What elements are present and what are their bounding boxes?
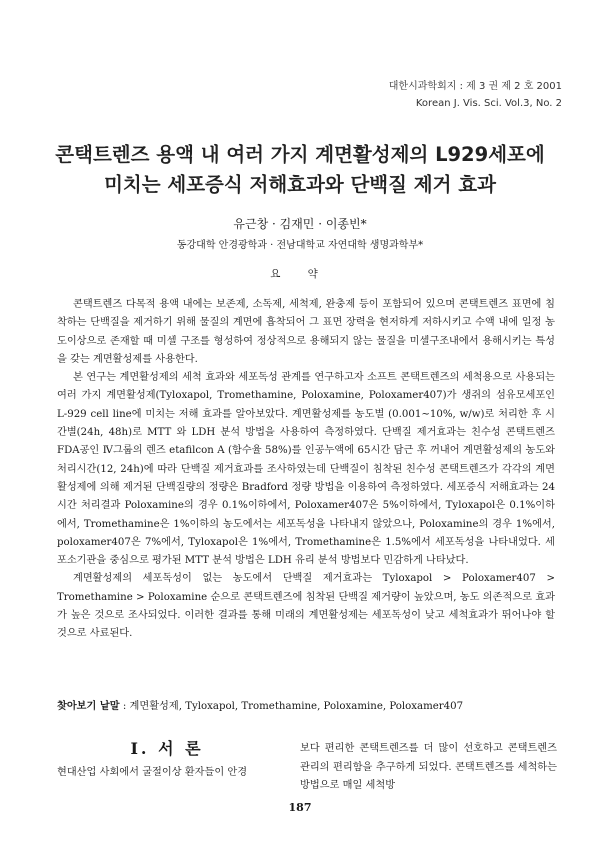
abstract-body <box>57 296 555 644</box>
title-line-2: 미치는 세포증식 저해효과와 단백질 제거 효과 <box>104 173 496 196</box>
journal-english: Korean J. Vis. Sci. Vol.3, No. 2 <box>415 98 562 109</box>
intro-text-left: 현대산업 사회에서 굴절이상 환자들이 안경 <box>57 767 248 778</box>
journal-korean: 대한시과학회지 : 제 3 권 제 2 호 2001 <box>388 81 562 92</box>
section-heading-introduction: Ⅰ. 서 론 <box>130 739 204 758</box>
title-line-1: 콘택트렌즈 용액 내 여러 가지 계면활성제의 L929세포에 <box>55 143 545 166</box>
journal-info <box>389 78 562 112</box>
keywords <box>57 698 567 716</box>
intro-text-right: 보다 편리한 콘택트렌즈를 더 많이 선호하고 콘택트렌즈 관리의 편리함을 추구하게 되었다. 콘택트렌즈를 세척하는 방법으로 매일 세척방 <box>300 743 557 791</box>
author-names: 유근창 · 김재민 · 이종빈* <box>233 217 367 231</box>
author-affiliation: 동강대학 안경광학과 · 전남대학교 자연대학 생명과학부* <box>176 240 424 251</box>
column-right <box>300 740 557 796</box>
abstract-heading: 요 약 <box>270 268 330 280</box>
abstract-paragraph: 콘택트렌즈 다목적 용액 내에는 보존제, 소독제, 세척제, 완충제 등이 포함되어 있으며 콘택트렌즈 표면에 침착하는 단백질을 제거하기 위해 물질의 계면에 흡착되어 그 표면 장력을 현저하게 저하시키고 수액 내에 일정 농도이상으로 존재할 때 미셀 구조를 형성하여 정상적으로 용해되지 않는 물질을 미셀구조내에서 용해시키는 특성을 갖는 계면활성제를 사용한다. <box>57 299 555 365</box>
paper-title <box>0 140 600 200</box>
author-block <box>0 213 600 257</box>
column-left <box>57 737 277 783</box>
abstract-paragraph: 계면활성제의 세포독성이 없는 농도에서 단백질 제거효과는 Tyloxapol > Poloxamer407 > Tromethamine > Poloxamine 순으로 콘택트렌즈에 침착된 단백질 제거량이 높았으며, 농도 의존적으로 효과가 높은 것으로 조사되었다. 이러한 결과를 통해 미래의 계면활성제는 세포독성이 낮고 세척효과가 뛰어나야 할 것으로 사료된다. <box>57 573 555 640</box>
keywords-text: : 계면활성제, Tyloxapol, Tromethamine, Poloxamine, Poloxamer407 <box>122 701 464 712</box>
keywords-label: 찾아보기 낱말 <box>57 701 120 712</box>
page-number: 187 <box>288 801 312 814</box>
abstract-paragraph: 본 연구는 계면활성제의 세척 효과와 세포독성 관계를 연구하고자 소프트 콘택트렌즈의 세척용으로 사용되는 여러 가지 계면활성제(Tyloxapol, Tromethamine, Poloxamine, Poloxamer407)가 생쥐의 섬유모세포인 L-929 cell line에 미치는 저해 효과를 알아보았다. 계면활성제를 농도별 (0.001∼10%, w/w)로 처리한 후 시간별(24h, 48h)로 MTT 와 LDH 분석 방법을 사용하여 측정하였다. 단백질 제거효과는 친수성 콘택트렌즈 FDA공인 Ⅳ그룹의 렌즈 etafilcon A (함수율 58%)를 인공누액에 65시간 담근 후 꺼내어 계면활성제의 농도와 처리시간(12, 24h)에 따라 단백질 제거효과를 조사하였는데 단백질이 침착된 친수성 콘택트렌즈가 각각의 계면활성제에 의해 제거된 단백질량의 정량은 Bradford 정량 방법을 이용하여 측정하였다. 세포증식 저해효과는 24시간 처리결과 Poloxamine의 경우 0.1%이하에서, Poloxamer407은 5%이하에서, Tyloxapol은 0.1%이하에서, Tromethamine은 1%이하의 농도에서는 세포독성을 나타내지 않았으나, Poloxamine의 경우 1%에서, poloxamer407은 7%에서, Tyloxapol은 1%에서, Tromethamine은 1.5%에서 세포독성을 나타내었다. 세포소기관을 중심으로 평가된 MTT 분석 방법은 LDH 유리 분석 방법보다 민감하게 나타났다. <box>57 372 555 567</box>
